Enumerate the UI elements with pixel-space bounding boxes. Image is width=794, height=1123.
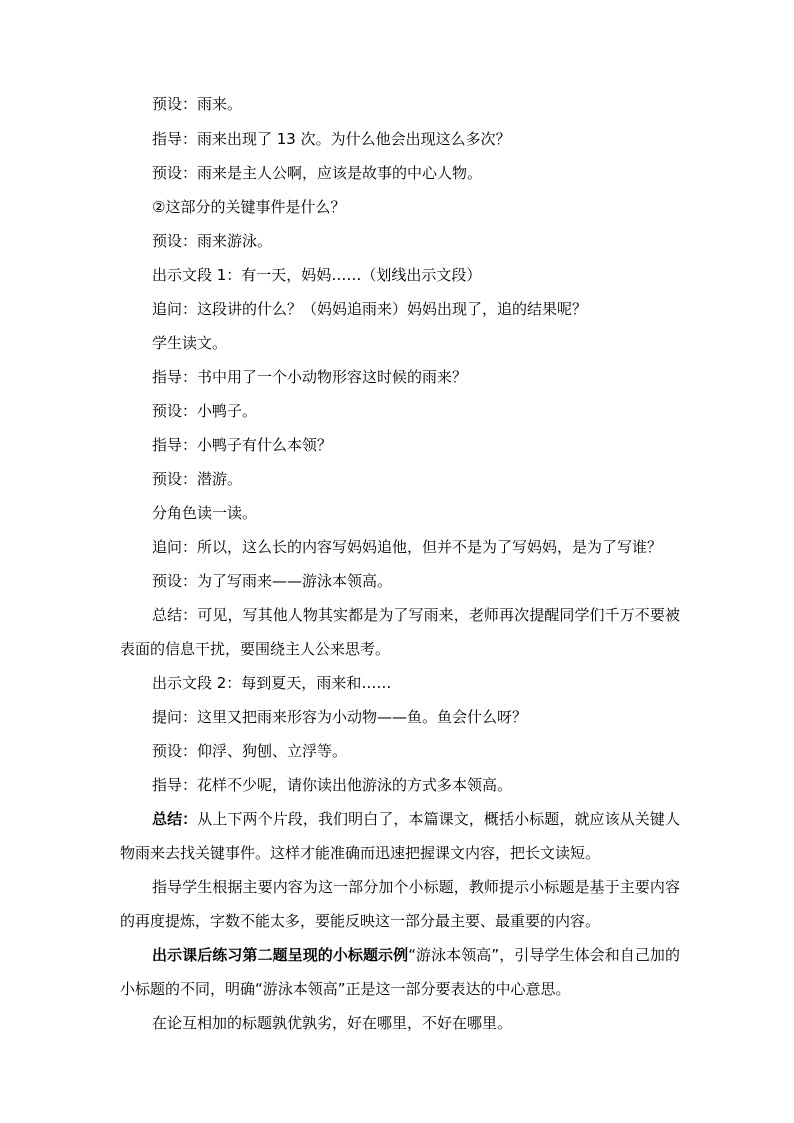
line-preset-duckling: 预设：小鸭子。: [152, 402, 258, 420]
line-preset-swimming: 预设：雨来游泳。: [152, 232, 273, 250]
summary-2-label: 总结：: [152, 810, 198, 828]
line-guide-animal: 指导：书中用了一个小动物形容这时候的雨来？: [152, 368, 468, 386]
line-guide-13-times: 指导：雨来出现了 13 次。为什么他会出现这么多次？: [152, 130, 511, 148]
line-role-reading: 分角色读一读。: [152, 504, 258, 522]
paragraph-summary-1: 总结：可见，写其他人物其实都是为了写雨来，老师再次提醒同学们千万不要被表面的信息干扰，要围绕主人公来思考。: [120, 606, 680, 658]
paragraph-exercise: [120, 938, 680, 1006]
line-followup-question: 追问：这段讲的什么？（妈妈追雨来）妈妈出现了，追的结果呢？: [152, 300, 588, 318]
line-preset-swim-skill: 预设：为了写雨来——游泳本领高。: [152, 572, 393, 590]
line-question-fish: 提问：这里又把雨来形容为小动物——鱼。鱼会什么呀？: [152, 708, 528, 726]
line-key-event-question: ②这部分的关键事件是什么？: [152, 198, 346, 216]
paragraph-summary-2: [120, 802, 680, 870]
line-guide-read-styles: 指导：花样不少呢，请你读出他游泳的方式多本领高。: [152, 776, 513, 794]
line-passage-1: 出示文段 1：有一天，妈妈……（划线出示文段）: [152, 266, 482, 284]
line-guide-duckling-skill: 指导：小鸭子有什么本领？: [152, 436, 333, 454]
paragraph-guide-subtitle: 指导学生根据主要内容为这一部分加个小标题，教师提示小标题是基于主要内容的再度提炼，字数不能太多，要能反映这一部分最主要、最重要的内容。: [120, 878, 680, 930]
line-preset-protagonist: 预设：雨来是主人公啊，应该是故事的中心人物。: [152, 164, 483, 182]
line-students-read: 学生读文。: [152, 334, 228, 352]
line-discuss: 在论互相加的标题孰优孰劣，好在哪里，不好在哪里。: [152, 1014, 513, 1032]
line-followup-who: 追问：所以，这么长的内容写妈妈追他，但并不是为了写妈妈，是为了写谁？: [152, 538, 663, 556]
line-preset-swim-styles: 预设：仰浮、狗刨、立浮等。: [152, 742, 348, 760]
summary-2-text: 从上下两个片段，我们明白了，本篇课文，概括小标题，就应该从关键人物雨来去找关键事件。这样才能准确而迅速把握课文内容，把长文读短。: [120, 810, 680, 862]
line-passage-2: 出示文段 2：每到夏天，雨来和……: [152, 674, 392, 692]
exercise-label: 出示课后练习第二题呈现的小标题示例: [152, 946, 409, 964]
exercise-text: “游泳本领高”，引导学生体会和自己加的小标题的不同，明确“游泳本领高”正是这一部分要表达的中心意思。: [120, 946, 680, 998]
line-preset-yulai: 预设：雨来。: [152, 95, 243, 113]
line-preset-dive: 预设：潜游。: [152, 470, 243, 488]
